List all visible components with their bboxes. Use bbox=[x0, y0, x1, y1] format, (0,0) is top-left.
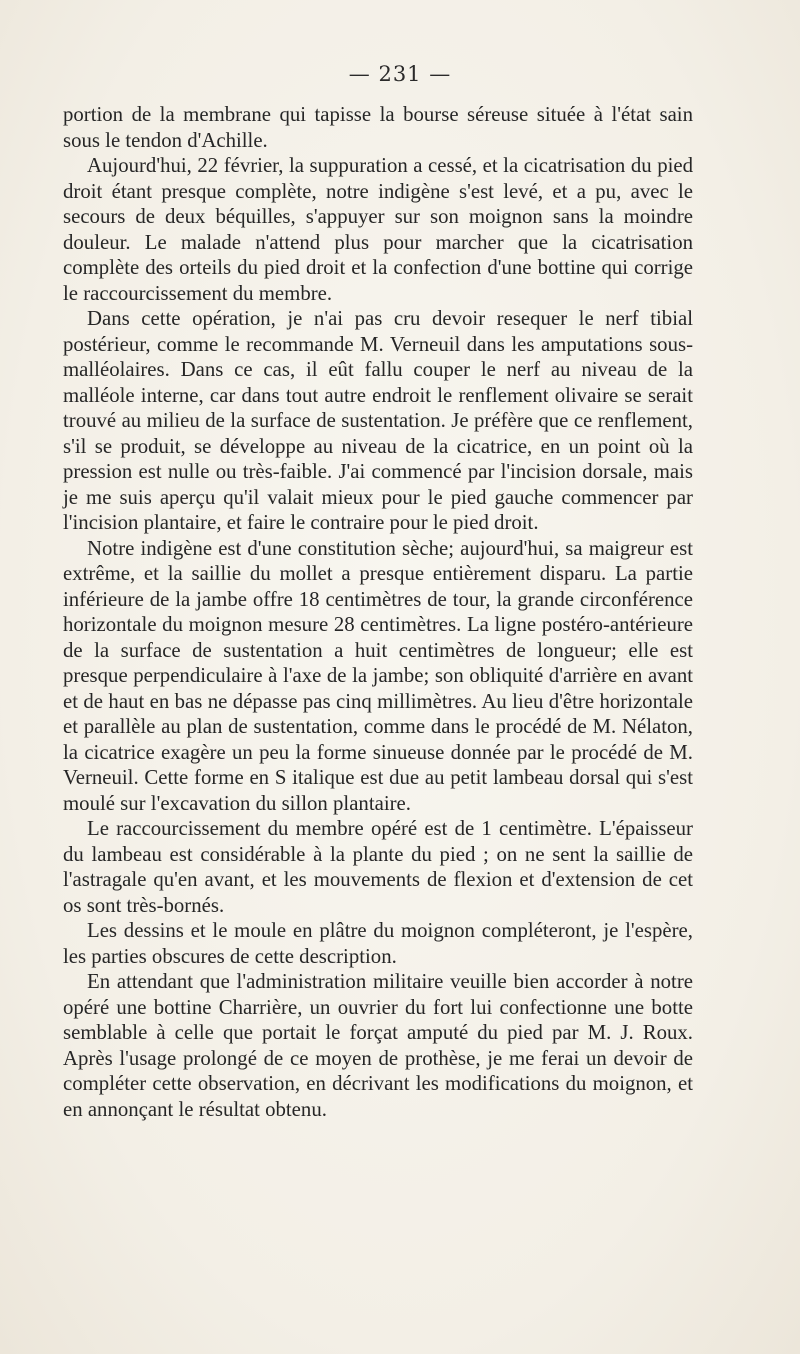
paragraph: Les dessins et le moule en plâtre du moignon compléteront, je l'espère, les parties obscures de cette description. bbox=[63, 919, 693, 968]
paragraph: portion de la membrane qui tapisse la bourse séreuse située à l'état sain sous le tendon d'Achille. bbox=[63, 103, 693, 152]
paragraph: Notre indigène est d'une constitution sèche; aujourd'hui, sa maigreur est extrême, et la saillie du mollet a presque entièrement disparu. La partie inférieure de la jambe offre 18 centimètres de tour, la grande circonférence horizontale du moignon mesure 28 centimètres. La ligne postéro-antérieure de la surface de sustentation a huit centimètres de longueur; elle est presque perpendiculaire à l'axe de la jambe; son obliquité d'arrière en avant et de haut en bas ne dépasse pas cinq millimètres. Au lieu d'être horizontale et parallèle au plan de sustentation, comme dans le procédé de M. Nélaton, la cicatrice exagère un peu la forme sinueuse donnée par le procédé de M. Verneuil. Cette forme en S italique est due au petit lambeau dorsal qui s'est moulé sur l'excavation du sillon plantaire. bbox=[63, 536, 693, 815]
body-text bbox=[63, 102, 693, 1122]
paragraph: Dans cette opération, je n'ai pas cru devoir resequer le nerf tibial postérieur, comme le recommande M. Verneuil dans les amputations sous-malléolaires. Dans ce cas, il eût fallu couper le nerf au niveau de la malléole interne, car dans tout autre endroit le renflement olivaire se serait trouvé au milieu de la surface de sustentation. Je préfère que ce renflement, s'il se produit, se développe au niveau de la cicatrice, en un point où la pression est nulle ou très-faible. J'ai commencé par l'incision dorsale, mais je me suis aperçu qu'il valait mieux pour le pied gauche commencer par l'incision plantaire, et faire le contraire pour le pied droit. bbox=[63, 307, 693, 534]
page-number: — 231 — bbox=[348, 62, 452, 86]
paragraph: En attendant que l'administration militaire veuille bien accorder à notre opéré une bottine Charrière, un ouvrier du fort lui confectionne une botte semblable à celle que portait le forçat amputé du pied par M. J. Roux. Après l'usage prolongé de ce moyen de prothèse, je me ferai un devoir de compléter cette observation, en décrivant les modifications du moignon, et en annonçant le résultat obtenu. bbox=[63, 970, 693, 1121]
paragraph: Aujourd'hui, 22 février, la suppuration a cessé, et la cicatrisation du pied droit étant presque complète, notre indigène s'est levé, et a pu, avec le secours de deux béquilles, s'appuyer sur son moignon sans la moindre douleur. Le malade n'attend plus pour marcher que la cicatrisation complète des orteils du pied droit et la confection d'une bottine qui corrige le raccourcissement du membre. bbox=[63, 154, 693, 305]
paragraph: Le raccourcissement du membre opéré est de 1 centimètre. L'épaisseur du lambeau est considérable à la plante du pied ; on ne sent la saillie de l'astragale qu'en avant, et les mouvements de flexion et d'extension de cet os sont très-bornés. bbox=[63, 817, 693, 917]
